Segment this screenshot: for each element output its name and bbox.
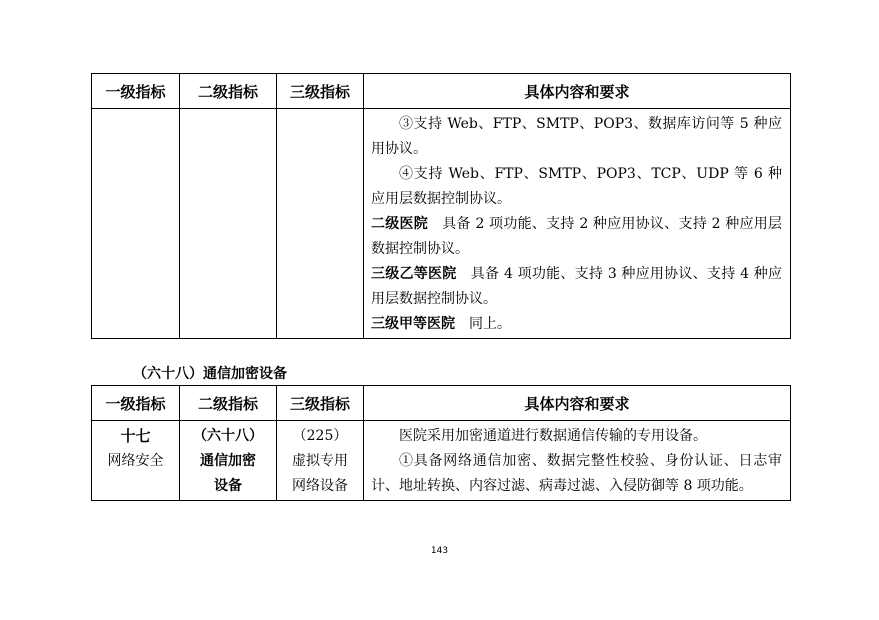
table-header-row [92, 386, 791, 421]
header-level1: 一级指标 [92, 386, 180, 421]
empty-cell [92, 109, 180, 339]
content-line: ④支持 Web、FTP、SMTP、POP3、TCP、UDP 等 6 种应用层数据控制协议。 [371, 166, 782, 207]
content-cell [364, 109, 791, 339]
header-content: 具体内容和要求 [364, 386, 791, 421]
content-line: ③支持 Web、FTP、SMTP、POP3、数据库访问等 5 种应用协议。 [371, 116, 782, 157]
hospital-level-label: 三级乙等医院 [371, 266, 457, 282]
level1-number: 十七 [120, 427, 151, 445]
level3-name-line2: 网络设备 [292, 478, 348, 494]
content-line: ①具备网络通信加密、数据完整性校验、身份认证、日志审计、地址转换、内容过滤、病毒过滤、入侵防御等 8 项功能。 [371, 453, 782, 494]
section-title: （六十八）通信加密设备 [133, 366, 287, 382]
header-level3: 三级指标 [277, 386, 364, 421]
level1-name: 网络安全 [107, 453, 164, 469]
requirements-table-continued [91, 73, 791, 339]
hospital-level-label: 三级甲等医院 [371, 316, 455, 332]
table-row [92, 109, 791, 339]
level3-cell [277, 421, 364, 501]
empty-cell [277, 109, 364, 339]
level3-name-line1: 虚拟专用 [292, 453, 348, 469]
content-text: 具备 4 项功能、支持 3 种应用协议、支持 4 种应用层数据控制协议。 [371, 266, 783, 307]
content-text: 同上。 [469, 316, 511, 332]
table-row [92, 421, 791, 501]
table-header-row [92, 74, 791, 109]
header-content: 具体内容和要求 [364, 74, 791, 109]
page-number: 143 [430, 546, 449, 556]
empty-cell [180, 109, 277, 339]
header-level2: 二级指标 [180, 74, 277, 109]
level3-number: （225） [292, 428, 348, 444]
content-line [371, 212, 782, 262]
content-text: 具备 2 项功能、支持 2 种应用协议、支持 2 种应用层数据控制协议。 [371, 216, 783, 257]
hospital-level-label: 二级医院 [371, 216, 429, 232]
level2-number: （六十八） [193, 428, 263, 444]
level1-cell [92, 421, 180, 501]
requirements-table [91, 385, 791, 501]
level2-name-line1: 通信加密 [200, 453, 256, 469]
content-cell [364, 421, 791, 501]
header-level2: 二级指标 [180, 386, 277, 421]
level2-cell [180, 421, 277, 501]
header-level1: 一级指标 [92, 74, 180, 109]
content-line: 医院采用加密通道进行数据通信传输的专用设备。 [399, 428, 707, 444]
content-line [371, 312, 782, 337]
content-line [371, 262, 782, 312]
header-level3: 三级指标 [277, 74, 364, 109]
level2-name-line2: 设备 [214, 478, 242, 494]
